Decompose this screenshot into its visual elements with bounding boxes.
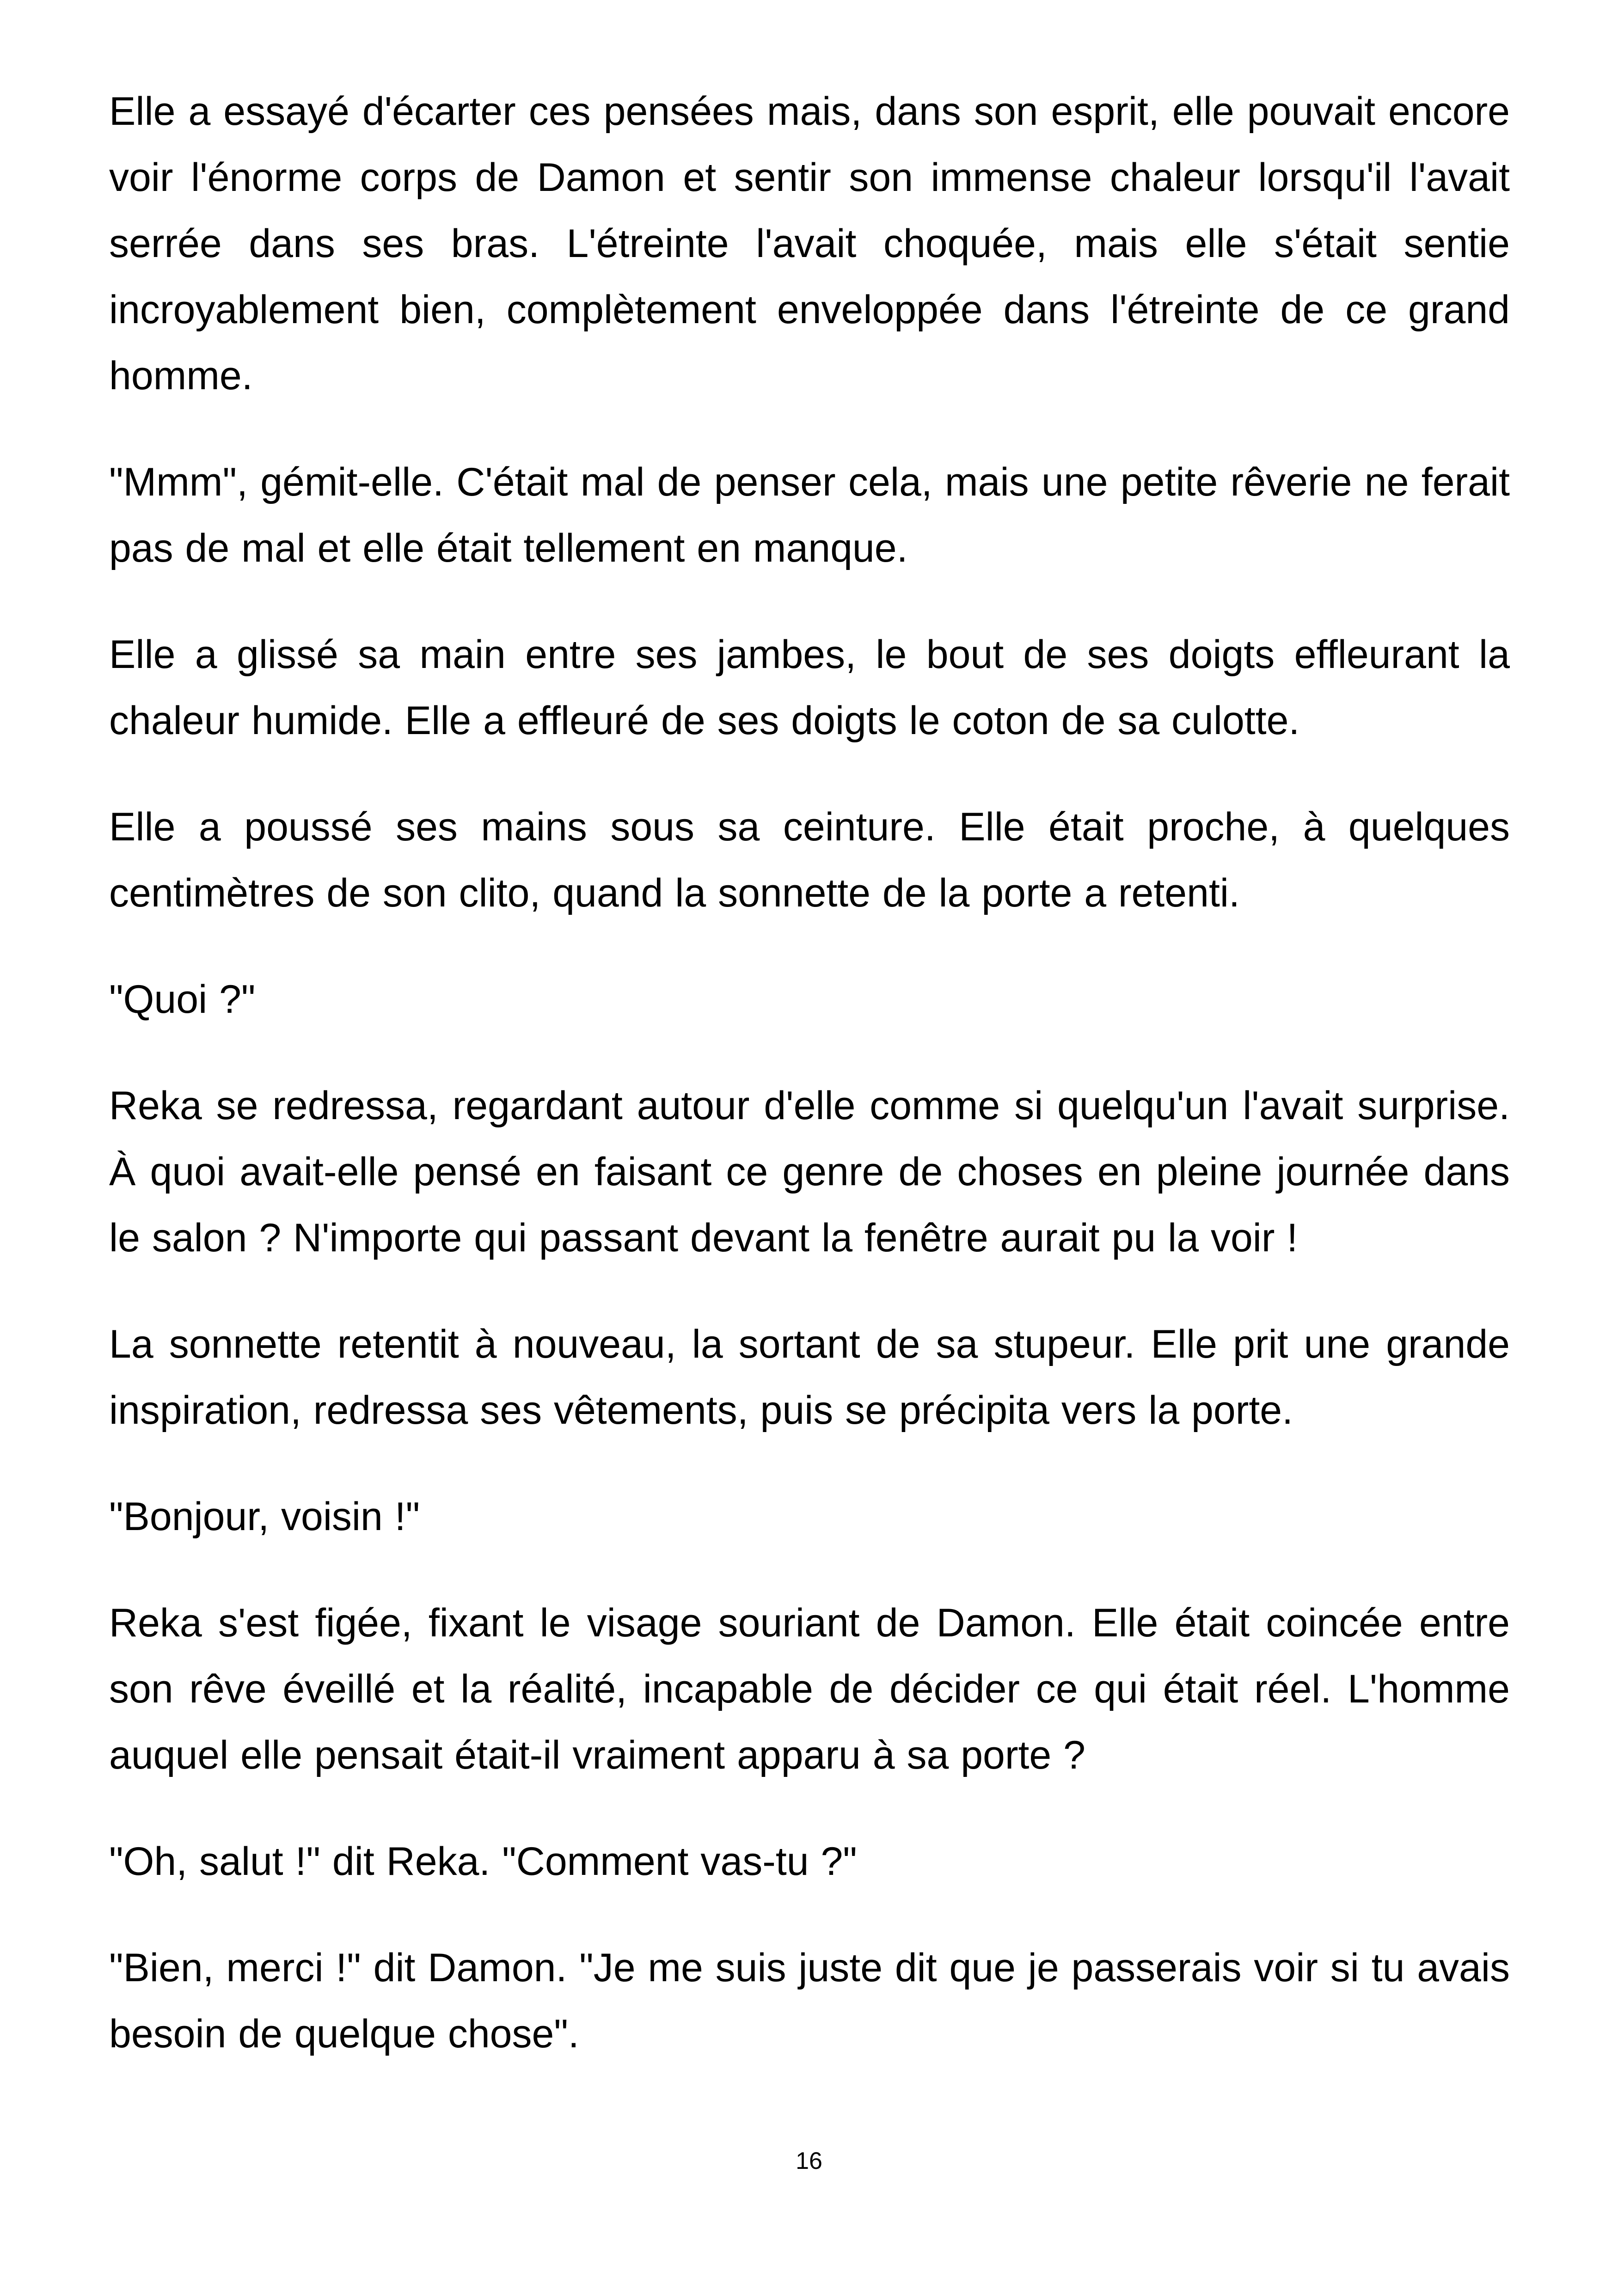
paragraph-3: Elle a glissé sa main entre ses jambes, le bout de ses doigts effleurant la chaleur humide. Elle a effleuré de ses doigts le coton de sa culotte. [109,632,1510,743]
paragraph-11: "Bien, merci !" dit Damon. "Je me suis juste dit que je passerais voir si tu avais besoin de quelque chose". [109,1946,1510,2056]
page-body [109,79,1510,2067]
paragraph-5: "Quoi ?" [109,977,256,1022]
paragraph-9: Reka s'est figée, fixant le visage souriant de Damon. Elle était coincée entre son rêve éveillé et la réalité, incapable de décider ce qui était réel. L'homme auquel elle pensait était-il vraiment apparu à sa porte ? [109,1601,1510,1777]
paragraph-8: "Bonjour, voisin !" [109,1494,420,1539]
paragraph-10: "Oh, salut !" dit Reka. "Comment vas-tu ?" [109,1839,857,1884]
paragraph-6: Reka se redressa, regardant autour d'elle comme si quelqu'un l'avait surprise. À quoi avait-elle pensé en faisant ce genre de choses en pleine journée dans le salon ? N'importe qui passant devant la fenêtre aurait pu la voir ! [109,1084,1510,1260]
paragraph-2: "Mmm", gémit-elle. C'était mal de penser cela, mais une petite rêverie ne ferait pas de mal et elle était tellement en manque. [109,460,1510,570]
page-number: 16 [796,2148,822,2174]
paragraph-7: La sonnette retentit à nouveau, la sortant de sa stupeur. Elle prit une grande inspiration, redressa ses vêtements, puis se précipita vers la porte. [109,1322,1510,1433]
paragraph-1: Elle a essayé d'écarter ces pensées mais, dans son esprit, elle pouvait encore voir l'énorme corps de Damon et sentir son immense chaleur lorsqu'il l'avait serrée dans ses bras. L'étreinte l'avait choquée, mais elle s'était sentie incroyablement bien, complètement enveloppée dans l'étreinte de ce grand homme. [109,89,1510,398]
paragraph-4: Elle a poussé ses mains sous sa ceinture. Elle était proche, à quelques centimètres de son clito, quand la sonnette de la porte a retenti. [109,805,1510,915]
